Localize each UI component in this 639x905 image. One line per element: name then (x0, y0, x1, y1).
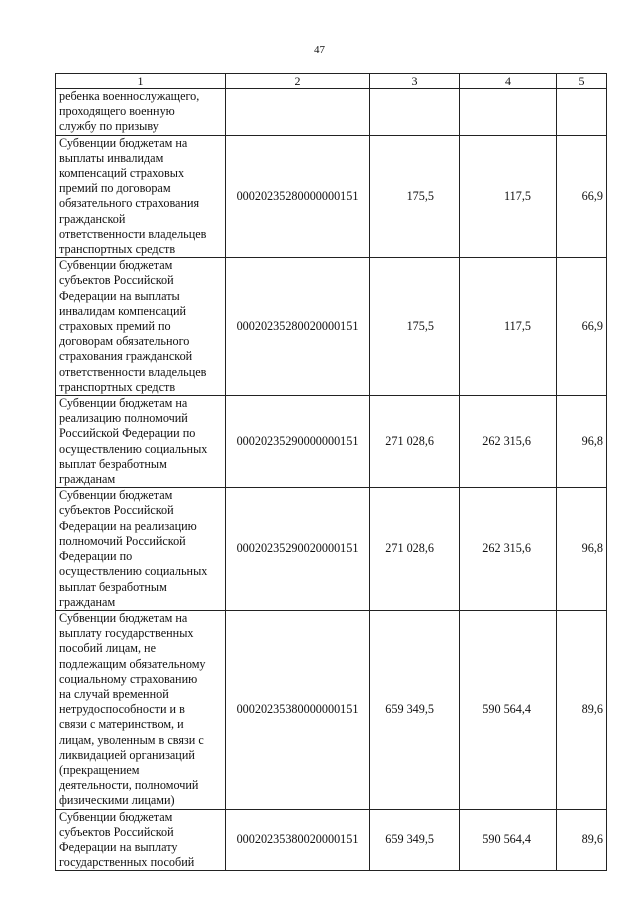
row-name-line: полномочий Российской (59, 533, 186, 548)
row-percent-cell: 96,8 (557, 488, 607, 611)
row-name-line: ликвидацией организаций (59, 747, 195, 762)
row-fact-cell: 117,5 (460, 258, 557, 396)
row-code-cell: 00020235380020000151 (226, 809, 370, 871)
row-code-cell (226, 89, 370, 136)
column-header-5: 5 (557, 74, 607, 89)
row-name-cell (56, 89, 226, 136)
row-fact-cell: 117,5 (460, 135, 557, 258)
row-code-cell: 00020235280000000151 (226, 135, 370, 258)
table-row (56, 488, 607, 611)
table-row (56, 396, 607, 488)
row-name-line: связи с материнством, и (59, 717, 184, 732)
row-name-line: ответственности владельцев (59, 226, 207, 241)
row-name-line: гражданам (59, 594, 116, 609)
row-name-line: пособий лицам, не (59, 641, 156, 656)
row-name-line: субъектов Российской (59, 503, 174, 518)
row-plan-cell (370, 89, 460, 136)
row-plan-cell: 175,5 (370, 258, 460, 396)
row-name-line: осуществлению социальных (59, 441, 208, 456)
column-header-1: 1 (56, 74, 226, 89)
row-name-line: гражданской (59, 211, 126, 226)
table-row (56, 610, 607, 809)
column-header-4: 4 (460, 74, 557, 89)
table-row (56, 135, 607, 258)
row-name-cell (56, 488, 226, 611)
row-name-line: субъектов Российской (59, 824, 174, 839)
row-fact-cell: 262 315,6 (460, 488, 557, 611)
page-number: 47 (314, 44, 325, 56)
row-name-line: Субвенции бюджетам (59, 809, 173, 824)
row-name-line: страховых премий по (59, 319, 171, 334)
row-name-line: службу по призыву (59, 119, 159, 134)
row-name-line: (прекращением (59, 762, 140, 777)
row-name-cell (56, 610, 226, 809)
row-percent-cell: 66,9 (557, 135, 607, 258)
budget-table (55, 73, 607, 871)
row-name-line: деятельности, полномочий (59, 778, 199, 793)
row-plan-cell: 271 028,6 (370, 488, 460, 611)
row-name-line: обязательного страхования (59, 196, 200, 211)
row-name-line: реализацию полномочий (59, 411, 188, 426)
row-fact-cell: 590 564,4 (460, 809, 557, 871)
row-name-line: премий по договорам (59, 181, 171, 196)
row-name-line: ребенка военнослужащего, (59, 89, 200, 103)
row-name-line: выплат безработным (59, 456, 167, 471)
column-header-2: 2 (226, 74, 370, 89)
row-name-cell (56, 135, 226, 258)
row-name-line: Субвенции бюджетам (59, 258, 173, 273)
row-plan-cell: 271 028,6 (370, 396, 460, 488)
row-name-cell (56, 258, 226, 396)
row-name-line: выплаты инвалидам (59, 150, 164, 165)
row-name-line: проходящего военную (59, 104, 175, 119)
row-name-line: Субвенции бюджетам на (59, 396, 188, 411)
row-name-cell (56, 396, 226, 488)
row-name-line: компенсаций страховых (59, 166, 185, 181)
table-row (56, 809, 607, 871)
row-name-line: лицам, уволенным в связи с (59, 732, 204, 747)
row-code-cell: 00020235290000000151 (226, 396, 370, 488)
row-name-line: Федерации по (59, 549, 133, 564)
row-percent-cell: 89,6 (557, 610, 607, 809)
row-name-line: Субвенции бюджетам на (59, 135, 188, 150)
row-plan-cell: 175,5 (370, 135, 460, 258)
row-name-line: страхования гражданской (59, 349, 193, 364)
row-name-line: физическими лицами) (59, 793, 175, 808)
row-fact-cell: 262 315,6 (460, 396, 557, 488)
row-name-line: транспортных средств (59, 242, 176, 257)
row-name-line: гражданам (59, 472, 116, 487)
row-name-line: осуществлению социальных (59, 564, 208, 579)
row-name-line: договорам обязательного (59, 334, 190, 349)
row-plan-cell: 659 349,5 (370, 610, 460, 809)
row-name-line: нетрудоспособности и в (59, 702, 185, 717)
row-name-line: Субвенции бюджетам (59, 488, 173, 503)
row-name-line: государственных пособий (59, 855, 195, 870)
row-percent-cell: 89,6 (557, 809, 607, 871)
row-name-line: выплат безработным (59, 579, 167, 594)
row-name-line: инвалидам компенсаций (59, 303, 186, 318)
row-name-line: Федерации на выплату (59, 839, 178, 854)
row-name-line: Федерации на выплаты (59, 288, 180, 303)
row-name-line: транспортных средств (59, 379, 176, 394)
row-name-cell (56, 809, 226, 871)
row-code-cell: 00020235280020000151 (226, 258, 370, 396)
table-body (56, 89, 607, 871)
row-name-line: Субвенции бюджетам на (59, 610, 188, 625)
row-name-line: Российской Федерации по (59, 426, 196, 441)
row-percent-cell (557, 89, 607, 136)
row-name-line: субъектов Российской (59, 273, 174, 288)
column-header-3: 3 (370, 74, 460, 89)
row-fact-cell (460, 89, 557, 136)
header-row (56, 74, 607, 89)
row-name-line: социальному страхованию (59, 671, 198, 686)
row-name-line: на случай временной (59, 686, 169, 701)
row-name-line: Федерации на реализацию (59, 518, 197, 533)
row-fact-cell: 590 564,4 (460, 610, 557, 809)
row-name-line: подлежащим обязательному (59, 656, 206, 671)
row-percent-cell: 66,9 (557, 258, 607, 396)
row-name-line: ответственности владельцев (59, 364, 207, 379)
table-row (56, 89, 607, 136)
row-code-cell: 00020235290020000151 (226, 488, 370, 611)
row-percent-cell: 96,8 (557, 396, 607, 488)
row-plan-cell: 659 349,5 (370, 809, 460, 871)
row-code-cell: 00020235380000000151 (226, 610, 370, 809)
table-row (56, 258, 607, 396)
row-name-line: выплату государственных (59, 626, 194, 641)
